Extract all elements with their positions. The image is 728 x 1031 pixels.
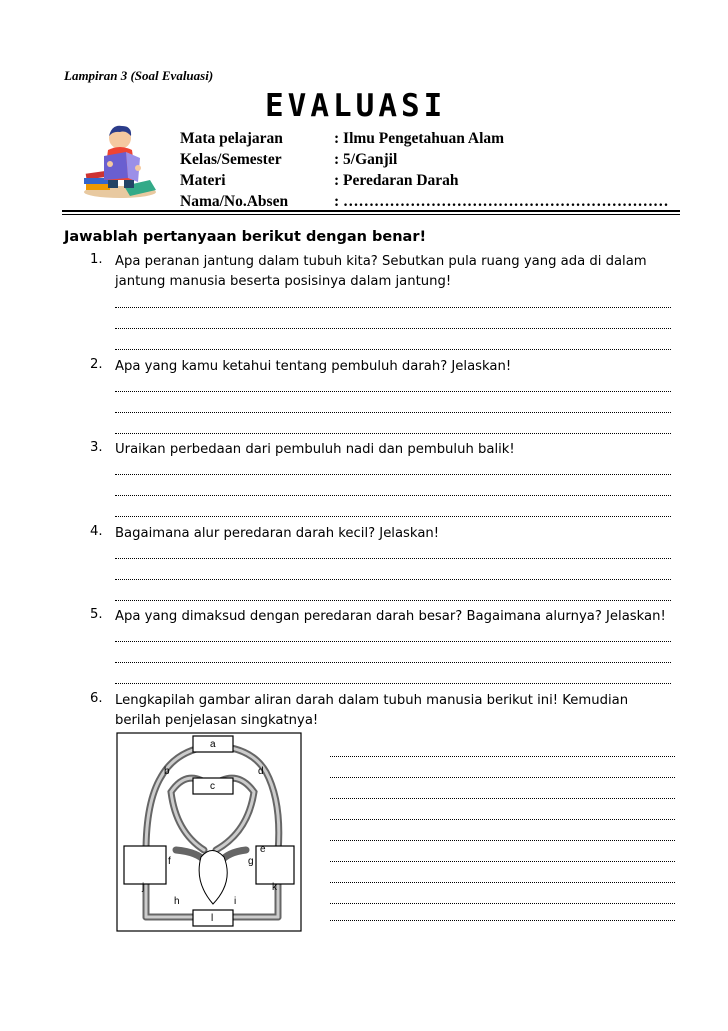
answer-line[interactable] [115,516,671,517]
meta-label: Nama/No.Absen [180,193,289,210]
answer-line[interactable] [330,777,675,778]
meta-value: : Ilmu Pengetahuan Alam [334,130,505,147]
question-text: Apa yang dimaksud dengan peredaran darah besar? Bagaimana alurnya? Jelaskan! [115,609,666,624]
meta-label: Kelas/Semester [180,151,282,168]
answer-line[interactable] [115,662,671,663]
answer-line[interactable] [115,412,671,413]
page-title: EVALUASI [265,88,447,124]
answer-line[interactable] [330,819,675,820]
answer-line[interactable] [330,840,675,841]
answer-line[interactable] [115,579,671,580]
diagram-label-c: c [210,781,215,792]
answer-line[interactable] [330,756,675,757]
header-rule-thin [62,214,680,215]
answer-line[interactable] [115,683,671,684]
answer-line[interactable] [115,474,671,475]
meta-label: Materi [180,172,226,189]
answer-line[interactable] [330,920,675,921]
blood-circulation-diagram [116,732,302,932]
answer-line[interactable] [330,798,675,799]
meta-value-name-field: : ……………………………………………………… [334,193,669,210]
answer-line[interactable] [330,903,675,904]
question-text: Uraikan perbedaan dari pembuluh nadi dan pembuluh balik! [115,442,515,457]
meta-value: : Peredaran Darah [334,172,459,189]
answer-line[interactable] [115,641,671,642]
diagram-label-h: h [174,896,180,907]
question-number: 2. [90,357,103,372]
diagram-label-l: l [211,913,214,924]
diagram-label-j: j [142,882,145,893]
question-number: 1. [90,252,103,267]
meta-value: : 5/Ganjil [334,151,398,168]
answer-line[interactable] [330,861,675,862]
diagram-label-e: e [260,844,266,855]
meta-label: Mata pelajaran [180,130,283,147]
answer-line[interactable] [115,495,671,496]
answer-line[interactable] [115,307,671,308]
diagram-label-a: a [210,739,216,750]
answer-line[interactable] [115,558,671,559]
question-number: 6. [90,691,103,706]
diagram-label-b: b [164,766,170,777]
question-number: 3. [90,440,103,455]
diagram-label-i: i [234,896,237,907]
question-text: Apa peranan jantung dalam tubuh kita? Sebutkan pula ruang yang ada di dalam jantung manusia beserta posisinya dalam jantung! [115,254,647,289]
diagram-label-k: k [272,882,277,893]
answer-line[interactable] [115,433,671,434]
diagram-label-g: g [248,856,254,867]
header-rule [62,210,680,212]
diagram-label-d: d [258,766,264,777]
answer-line[interactable] [115,328,671,329]
question-number: 5. [90,607,103,622]
lampiran-label: Lampiran 3 (Soal Evaluasi) [64,68,214,83]
question-number: 4. [90,524,103,539]
instruction: Jawablah pertanyaan berikut dengan benar! [64,229,427,245]
box-f [124,846,166,884]
answer-line[interactable] [115,349,671,350]
answer-line[interactable] [115,391,671,392]
diagram-label-f: f [168,856,171,867]
answer-line[interactable] [115,600,671,601]
student-reading-illustration [80,120,160,200]
question-text: Apa yang kamu ketahui tentang pembuluh darah? Jelaskan! [115,359,512,374]
question-text: Lengkapilah gambar aliran darah dalam tubuh manusia berikut ini! Kemudian berilah penjelasan singkatnya! [115,693,629,728]
question-text: Bagaimana alur peredaran darah kecil? Jelaskan! [115,526,440,541]
answer-line[interactable] [330,882,675,883]
